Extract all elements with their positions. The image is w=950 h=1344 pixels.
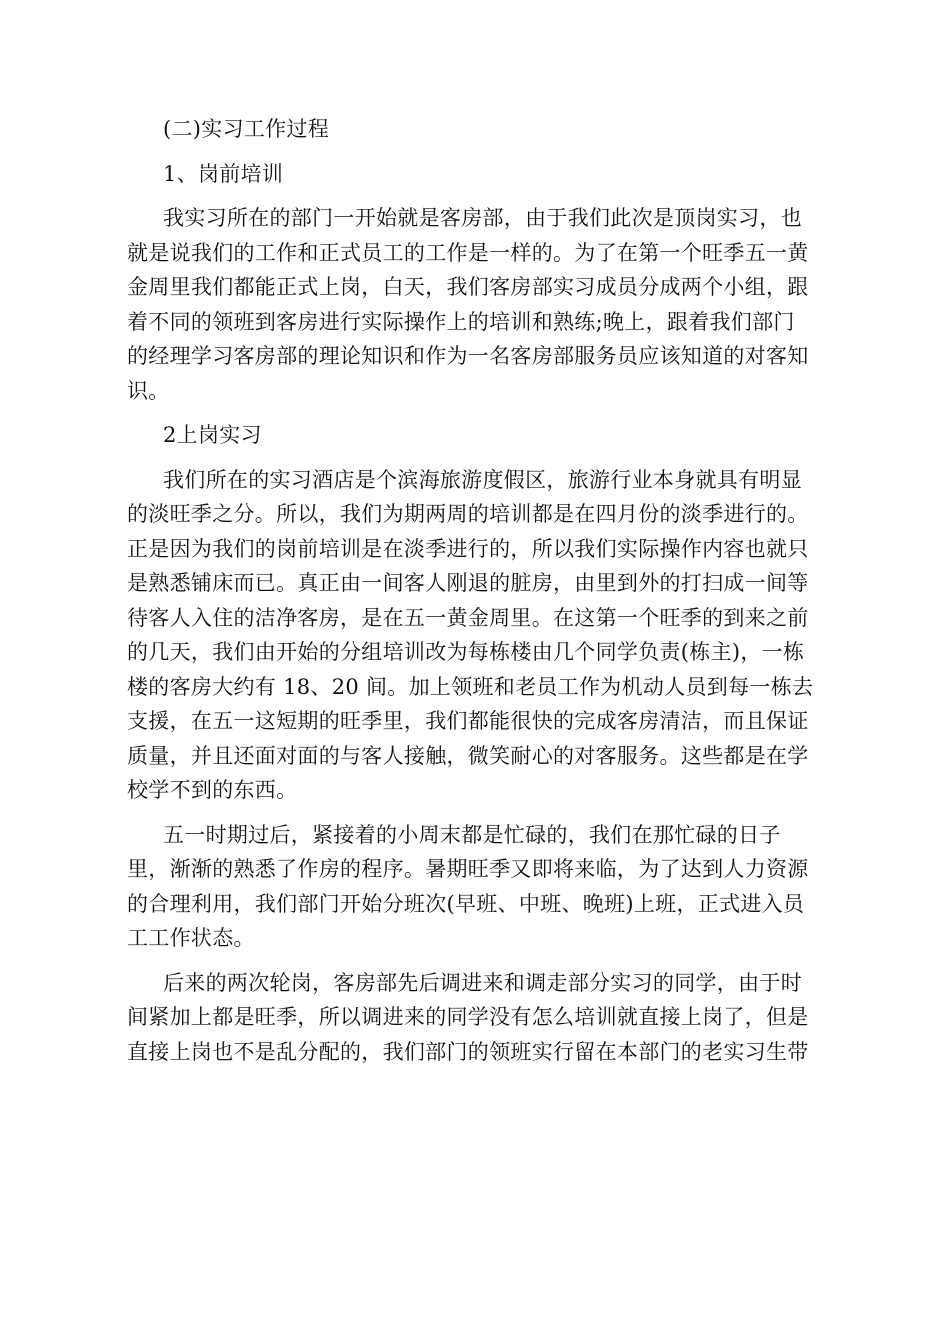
paragraph-line: 待客人入住的洁净客房，是在五一黄金周里。在这第一个旺季的到来之前: [127, 605, 809, 630]
paragraph-line: 的经理学习客房部的理论知识和作为一名客房部服务员应该知道的对客知: [127, 344, 809, 368]
subheading-pre-job-training: 1、岗前培训: [163, 161, 284, 186]
paragraph-line: 是熟悉铺床而已。真正由一间客人刚退的脏房，由里到外的打扫成一间等: [127, 571, 809, 595]
paragraph-line: 识。: [127, 378, 170, 403]
document-body: [127, 112, 833, 1069]
paragraph-line: 正是因为我们的岗前培训是在淡季进行的，所以我们实际操作内容也就只: [127, 536, 809, 561]
paragraph-line: 直接上岗也不是乱分配的，我们部门的领班实行留在本部门的老实习生带: [127, 1039, 809, 1064]
subheading-on-job-internship: 2上岗实习: [163, 423, 262, 447]
paragraph-line: 楼的客房大约有 18、20 间。加上领班和老员工作为机动人员到每一栋去: [127, 674, 814, 699]
paragraph-line: 金周里我们都能正式上岗，白天，我们客房部实习成员分成两个小组，跟: [127, 275, 809, 299]
paragraph-line: 的淡旺季之分。所以，我们为期两周的培训都是在四月份的淡季进行的。: [127, 502, 809, 526]
paragraph-line: 我实习所在的部门一开始就是客房部，由于我们此次是顶岗实习，也: [163, 206, 802, 230]
paragraph-line: 支援，在五一这短期的旺季里，我们都能很快的完成客房清洁，而且保证: [127, 709, 809, 733]
paragraph-line: 的几天，我们由开始的分组培训改为每栋楼由几个同学负责(栋主)，一栋: [127, 640, 805, 664]
paragraph-line: 后来的两次轮岗，客房部先后调进来和调走部分实习的同学，由于时: [163, 970, 802, 995]
paragraph-line: 的合理利用，我们部门开始分班次(早班、中班、晚班)上班，正式进入员: [127, 891, 805, 916]
paragraph-line: 里，渐渐的熟悉了作房的程序。暑期旺季又即将来临，为了达到人力资源: [127, 857, 809, 881]
paragraph-on-job-internship: [127, 463, 833, 808]
paragraph-line: 校学不到的东西。: [127, 778, 298, 802]
paragraph-line: 工工作状态。: [127, 926, 255, 950]
paragraph-line: 着不同的领班到客房进行实际操作上的培训和熟练;晚上，跟着我们部门: [127, 309, 795, 334]
paragraph-pre-job-training: [127, 201, 833, 408]
paragraph-job-rotation: [127, 966, 833, 1070]
section-heading: (二)实习工作过程: [163, 117, 330, 141]
paragraph-line: 我们所在的实习酒店是个滨海旅游度假区，旅游行业本身就具有明显: [163, 467, 802, 492]
paragraph-after-may-day: [127, 818, 833, 956]
paragraph-line: 五一时期过后，紧接着的小周末都是忙碌的，我们在那忙碌的日子: [163, 822, 781, 847]
paragraph-line: 间紧加上都是旺季，所以调进来的同学没有怎么培训就直接上岗了，但是: [127, 1005, 809, 1029]
paragraph-line: 质量，并且还面对面的与客人接触，微笑耐心的对客服务。这些都是在学: [127, 743, 809, 768]
paragraph-line: 就是说我们的工作和正式员工的工作是一样的。为了在第一个旺季五一黄: [127, 240, 809, 265]
